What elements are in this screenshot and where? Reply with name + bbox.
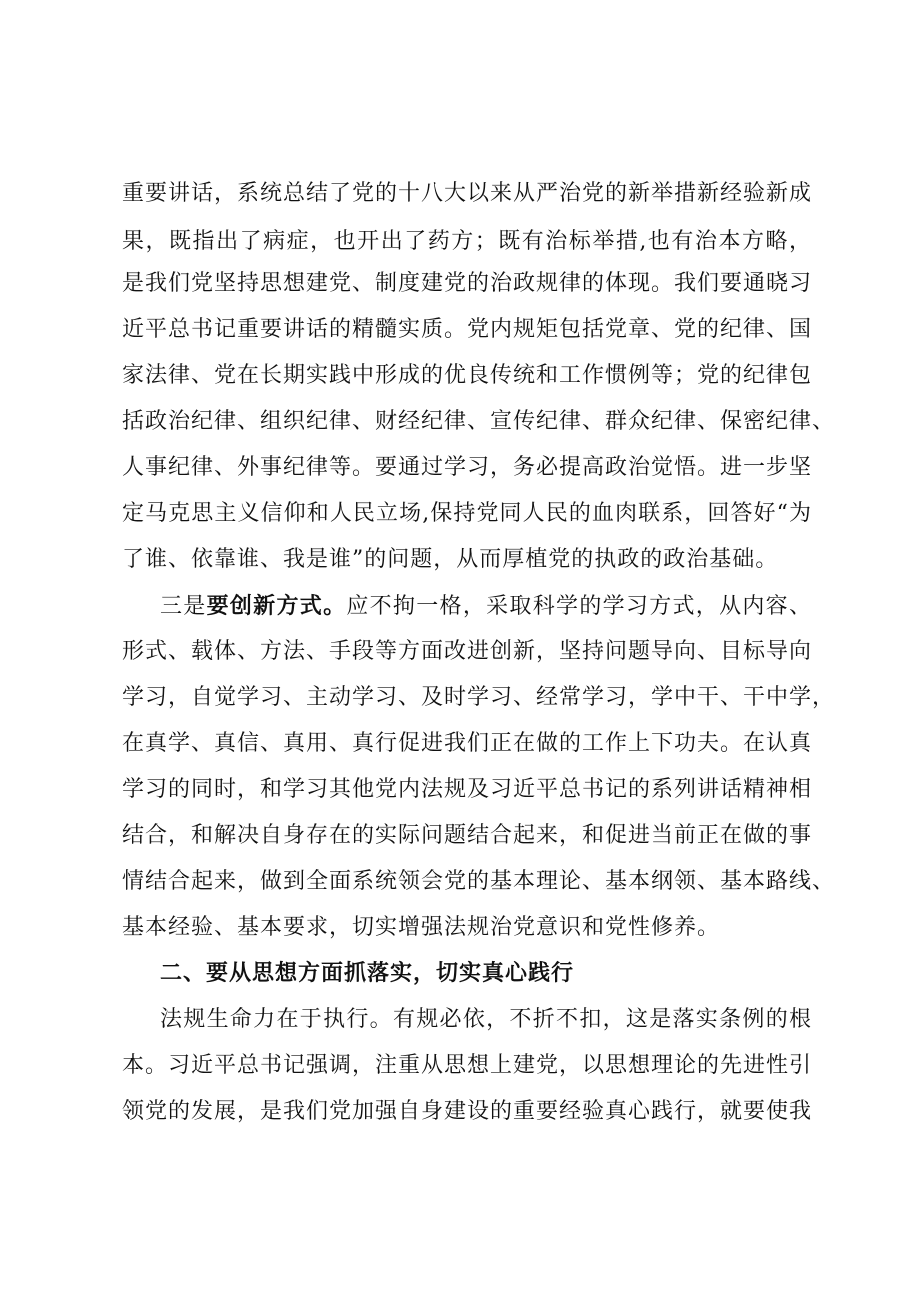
body-line: 括政治纪律、组织纪律、财经纪律、宣传纪律、群众纪律、保密纪律、 <box>122 409 836 434</box>
paragraph-lead: 三是 <box>160 594 207 619</box>
bold-emphasis: 要创新方式。 <box>206 593 347 619</box>
body-line: 重要讲话，系统总结了党的十八大以来从严治党的新举措新经验新成 <box>122 181 813 206</box>
paragraph-text: 应不拘一格，采取科学的学习方式，从内容、 <box>346 594 812 619</box>
body-line: 学习，自觉学习、主动学习、及时学习、经常学习，学中干、干中学， <box>122 685 836 710</box>
body-line: 学习的同时，和学习其他党内法规及习近平总书记的系列讲话精神相 <box>122 777 813 802</box>
body-line: 法规生命力在于执行。有规必依，不折不扣，这是落实条例的根 <box>160 1007 812 1032</box>
body-line: 了谁、依靠谁、我是谁”的问题，从而厚植党的执政的政治基础。 <box>122 547 779 572</box>
body-line: 领党的发展，是我们党加强自身建设的重要经验真心践行，就要使我 <box>122 1099 813 1124</box>
body-line: 形式、载体、方法、手段等方面改进创新，坚持问题导向、目标导向 <box>122 639 813 664</box>
body-line: 在真学、真信、真用、真行促进我们正在做的工作上下功夫。在认真 <box>122 731 813 756</box>
section-heading: 二、要从思想方面抓落实，切实真心践行 <box>160 961 575 986</box>
body-line: 结合，和解决自身存在的实际问题结合起来，和促进当前正在做的事 <box>122 823 813 848</box>
body-line: 基本经验、基本要求，切实增强法规治党意识和党性修养。 <box>122 915 721 940</box>
body-line: 本。习近平总书记强调，注重从思想上建党，以思想理论的先进性引 <box>122 1053 813 1078</box>
body-line: 情结合起来，做到全面系统领会党的基本理论、基本纲领、基本路线、 <box>122 869 836 894</box>
body-line: 家法律、党在长期实践中形成的优良传统和工作惯例等；党的纪律包 <box>122 363 813 388</box>
body-line: 是我们党坚持思想建党、制度建党的治政规律的体现。我们要通晓习 <box>122 271 813 296</box>
body-line: 人事纪律、外事纪律等。要通过学习，务必提高政治觉悟。进一步坚 <box>122 455 813 480</box>
paragraph-three-first-line <box>160 586 812 626</box>
body-line: 定马克思主义信仰和人民立场,保持党同人民的血肉联系，回答好“为 <box>122 501 812 526</box>
body-line: 近平总书记重要讲话的精髓实质。党内规矩包括党章、党的纪律、国 <box>122 317 813 342</box>
body-line: 果，既指出了病症，也开出了药方；既有治标举措,也有治本方略， <box>122 229 812 254</box>
